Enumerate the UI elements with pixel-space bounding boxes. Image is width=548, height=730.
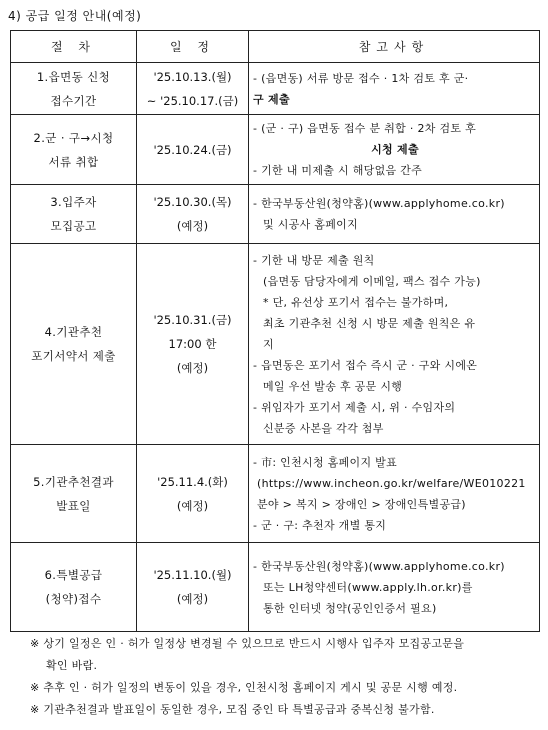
header-date: 일 정 — [137, 31, 249, 63]
note-line: 신분증 사본을 각각 첨부 — [263, 421, 384, 435]
header-step: 절 차 — [11, 31, 137, 63]
note-line: 최초 기관추천 신청 시 방문 제출 원칙은 유 — [263, 316, 476, 330]
table-row — [11, 185, 540, 244]
date-cell — [137, 445, 249, 543]
note-line: - 기한 내 방문 제출 원칙 — [253, 253, 375, 267]
step-text: 접수기간 — [50, 93, 97, 108]
note-line: (읍면동 담당자에게 이메일, 팩스 접수 가능) — [263, 274, 481, 288]
date-cell — [137, 543, 249, 632]
footnote-line: ※ 상기 일정은 인 · 허가 일정상 변경될 수 있으므로 반드시 시행사 입주자 모집공고문을 — [30, 637, 465, 650]
schedule-table — [10, 30, 540, 632]
step-text: 4.기관추천 — [44, 325, 103, 339]
note-line: 시청 제출 — [371, 143, 419, 156]
step-text: 6.특별공급 — [44, 568, 103, 582]
note-line: - 읍면동은 포기서 접수 즉시 군 · 구와 시에온 — [253, 358, 478, 372]
note-line: * 단, 유선상 포기서 접수는 불가하며, — [263, 295, 449, 309]
date-cell — [137, 244, 249, 445]
table-row — [11, 445, 540, 543]
date-text: (예정) — [176, 592, 209, 606]
table-row — [11, 543, 540, 632]
note-line: - 한국부동산원(청약홈)(www.applyhome.co.kr) — [253, 559, 505, 573]
note-line: - 기한 내 미제출 시 해당없음 간주 — [253, 164, 423, 177]
notes-cell — [249, 543, 540, 632]
note-line: - 市: 인천시청 홈페이지 발표 — [253, 455, 398, 469]
date-text: '25.10.24.(금) — [153, 142, 232, 157]
notes-cell — [249, 115, 540, 185]
date-cell — [137, 185, 249, 244]
footnote-line: ※ 추후 인 · 허가 일정의 변동이 있을 경우, 인천시청 홈페이지 게시 및 공문 시행 예정. — [30, 681, 458, 694]
note-line: (https://www.incheon.go.kr/welfare/WE010221 — [257, 476, 526, 490]
step-cell — [11, 445, 137, 543]
step-cell — [11, 244, 137, 445]
note-line: - (군 · 구) 읍면동 접수 분 취합 · 2차 검토 후 — [253, 122, 477, 135]
date-text: '25.10.30.(목) — [153, 195, 232, 209]
note-line: 분야 > 복지 > 장애인 > 장애인특별공급) — [257, 497, 466, 511]
footnote-line: ※ 기관추천결과 발표일이 동일한 경우, 모집 중인 타 특별공급과 중복신청 불가함. — [30, 703, 435, 716]
footnotes — [30, 633, 542, 721]
note-line: 구 제출 — [253, 92, 290, 106]
note-line: 또는 LH청약센터(www.apply.lh.or.kr)를 — [263, 580, 473, 594]
note-line: - 위임자가 포기서 제출 시, 위 · 수임자의 — [253, 400, 456, 414]
date-cell — [137, 115, 249, 185]
step-text: (청약)접수 — [45, 592, 102, 606]
step-text: 포기서약서 제출 — [31, 349, 116, 363]
notes-cell — [249, 185, 540, 244]
note-line: - (읍면동) 서류 방문 접수 · 1차 검토 후 군· — [253, 71, 469, 85]
note-line: 메일 우선 발송 후 공문 시행 — [263, 379, 403, 393]
table-header-row — [11, 31, 540, 63]
date-cell — [137, 63, 249, 115]
date-text: (예정) — [176, 219, 209, 233]
step-cell — [11, 543, 137, 632]
table-row — [11, 244, 540, 445]
section-title: 4) 공급 일정 안내(예정) — [8, 9, 142, 23]
note-line: - 군 · 구: 추천자 개별 통지 — [253, 518, 387, 532]
date-text: ~ '25.10.17.(금) — [146, 93, 239, 108]
step-text: 2.군 · 구→시청 — [33, 130, 114, 145]
date-text: (예정) — [176, 361, 209, 375]
step-cell — [11, 63, 137, 115]
note-line: 및 시공사 홈페이지 — [263, 218, 359, 231]
step-text: 1.읍면동 신청 — [36, 69, 111, 84]
table-row — [11, 63, 540, 115]
table-row — [11, 115, 540, 185]
step-text: 5.기관추천결과 — [33, 474, 114, 489]
date-text: '25.11.4.(화) — [157, 474, 228, 489]
step-text: 3.입주자 — [50, 195, 97, 209]
step-cell — [11, 185, 137, 244]
header-notes: 참고사항 — [249, 31, 540, 63]
note-line: 통한 인터넷 청약(공인인증서 필요) — [263, 601, 437, 615]
date-text: '25.10.31.(금) — [153, 313, 232, 327]
date-text: '25.11.10.(월) — [153, 568, 232, 582]
footnote-line: 확인 바람. — [46, 659, 98, 672]
date-text: (예정) — [176, 498, 209, 513]
step-text: 서류 취합 — [48, 154, 99, 169]
notes-cell — [249, 244, 540, 445]
step-text: 발표일 — [56, 498, 91, 513]
note-line: 지 — [263, 337, 274, 351]
step-cell — [11, 115, 137, 185]
notes-cell — [249, 445, 540, 543]
note-line: - 한국부동산원(청약홈)(www.applyhome.co.kr) — [253, 197, 505, 210]
date-text: '25.10.13.(월) — [153, 69, 232, 84]
step-text: 모집공고 — [50, 219, 97, 233]
notes-cell — [249, 63, 540, 115]
date-text: 17:00 한 — [168, 337, 217, 351]
